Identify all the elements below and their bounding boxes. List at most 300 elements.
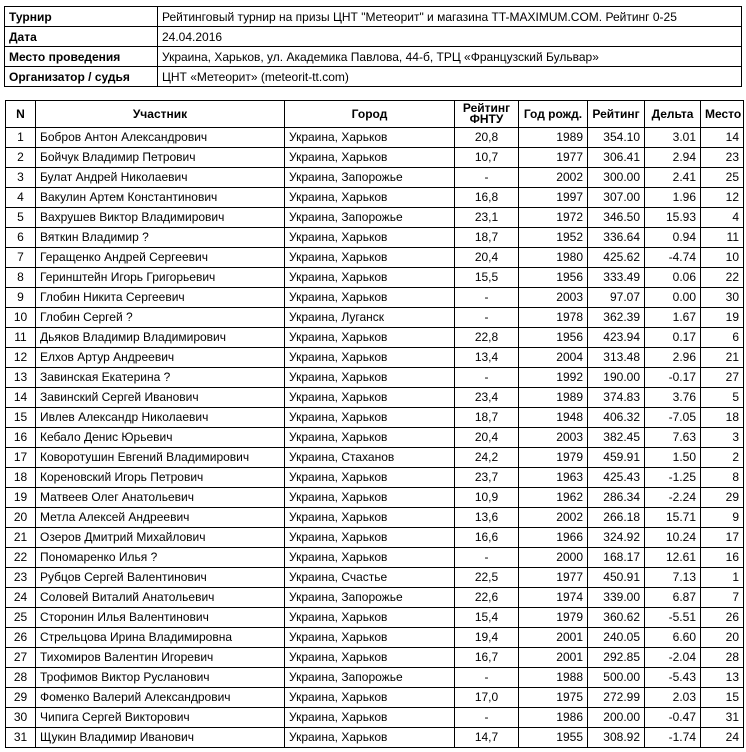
cell-place: 29 xyxy=(701,488,744,508)
cell-city: Украина, Харьков xyxy=(285,328,455,348)
cell-delta: -2.24 xyxy=(645,488,701,508)
cell-birth-year: 1989 xyxy=(519,128,588,148)
cell-birth-year: 1978 xyxy=(519,308,588,328)
cell-fntu-rating: 18,7 xyxy=(455,408,519,428)
cell-fntu-rating: 24,2 xyxy=(455,448,519,468)
cell-fntu-rating: 13,6 xyxy=(455,508,519,528)
info-value: ЦНТ «Метеорит» (meteorit-tt.com) xyxy=(158,67,742,87)
info-row xyxy=(5,27,742,47)
cell-participant: Коворотушин Евгений Владимирович xyxy=(36,448,285,468)
cell-rating: 272.99 xyxy=(588,688,645,708)
cell-fntu-rating: 10,7 xyxy=(455,148,519,168)
cell-place: 14 xyxy=(701,128,744,148)
cell-delta: 10.24 xyxy=(645,528,701,548)
cell-participant: Геращенко Андрей Сергеевич xyxy=(36,248,285,268)
cell-city: Украина, Харьков xyxy=(285,188,455,208)
cell-participant: Озеров Дмитрий Михайлович xyxy=(36,528,285,548)
cell-city: Украина, Харьков xyxy=(285,708,455,728)
cell-fntu-rating: - xyxy=(455,288,519,308)
cell-place: 30 xyxy=(701,288,744,308)
cell-birth-year: 1979 xyxy=(519,608,588,628)
cell-delta: 0.17 xyxy=(645,328,701,348)
cell-delta: 0.00 xyxy=(645,288,701,308)
cell-rating: 354.10 xyxy=(588,128,645,148)
table-row xyxy=(6,208,744,228)
cell-n: 28 xyxy=(6,668,36,688)
cell-delta: 7.63 xyxy=(645,428,701,448)
cell-fntu-rating: 16,8 xyxy=(455,188,519,208)
cell-participant: Глобин Никита Сергеевич xyxy=(36,288,285,308)
info-label: Место проведения xyxy=(5,47,158,67)
cell-city: Украина, Стаханов xyxy=(285,448,455,468)
table-row xyxy=(6,488,744,508)
cell-city: Украина, Харьков xyxy=(285,348,455,368)
cell-delta: -0.17 xyxy=(645,368,701,388)
cell-birth-year: 2003 xyxy=(519,288,588,308)
info-row xyxy=(5,7,742,27)
cell-birth-year: 1992 xyxy=(519,368,588,388)
cell-rating: 300.00 xyxy=(588,168,645,188)
cell-city: Украина, Харьков xyxy=(285,128,455,148)
table-row xyxy=(6,228,744,248)
cell-fntu-rating: 15,4 xyxy=(455,608,519,628)
cell-delta: 3.01 xyxy=(645,128,701,148)
cell-rating: 459.91 xyxy=(588,448,645,468)
cell-city: Украина, Харьков xyxy=(285,728,455,748)
cell-participant: Дьяков Владимир Владимирович xyxy=(36,328,285,348)
cell-fntu-rating: 16,7 xyxy=(455,648,519,668)
cell-n: 1 xyxy=(6,128,36,148)
cell-place: 18 xyxy=(701,408,744,428)
table-row xyxy=(6,268,744,288)
cell-city: Украина, Харьков xyxy=(285,528,455,548)
cell-birth-year: 1989 xyxy=(519,388,588,408)
cell-place: 9 xyxy=(701,508,744,528)
cell-rating: 333.49 xyxy=(588,268,645,288)
cell-city: Украина, Харьков xyxy=(285,648,455,668)
cell-participant: Сторонин Илья Валентинович xyxy=(36,608,285,628)
cell-fntu-rating: 20,4 xyxy=(455,248,519,268)
cell-place: 21 xyxy=(701,348,744,368)
info-value: 24.04.2016 xyxy=(158,27,742,47)
cell-city: Украина, Счастье xyxy=(285,568,455,588)
cell-delta: -5.51 xyxy=(645,608,701,628)
cell-city: Украина, Харьков xyxy=(285,288,455,308)
table-row xyxy=(6,668,744,688)
header-row xyxy=(6,101,744,128)
cell-delta: 0.94 xyxy=(645,228,701,248)
cell-birth-year: 1955 xyxy=(519,728,588,748)
cell-delta: -7.05 xyxy=(645,408,701,428)
table-row xyxy=(6,528,744,548)
cell-n: 16 xyxy=(6,428,36,448)
cell-rating: 382.45 xyxy=(588,428,645,448)
cell-birth-year: 1956 xyxy=(519,328,588,348)
cell-delta: -1.74 xyxy=(645,728,701,748)
cell-place: 27 xyxy=(701,368,744,388)
cell-city: Украина, Запорожье xyxy=(285,668,455,688)
cell-fntu-rating: 20,4 xyxy=(455,428,519,448)
cell-participant: Фоменко Валерий Александрович xyxy=(36,688,285,708)
info-label: Организатор / судья xyxy=(5,67,158,87)
cell-rating: 425.62 xyxy=(588,248,645,268)
cell-rating: 423.94 xyxy=(588,328,645,348)
col-header-name: Участник xyxy=(36,101,285,128)
cell-participant: Пономаренко Илья ? xyxy=(36,548,285,568)
cell-rating: 346.50 xyxy=(588,208,645,228)
cell-birth-year: 2004 xyxy=(519,348,588,368)
cell-rating: 97.07 xyxy=(588,288,645,308)
cell-city: Украина, Харьков xyxy=(285,608,455,628)
cell-city: Украина, Харьков xyxy=(285,428,455,448)
cell-n: 19 xyxy=(6,488,36,508)
col-header-n: N xyxy=(6,101,36,128)
cell-fntu-rating: 10,9 xyxy=(455,488,519,508)
table-row xyxy=(6,508,744,528)
cell-birth-year: 1974 xyxy=(519,588,588,608)
cell-birth-year: 1977 xyxy=(519,568,588,588)
cell-rating: 339.00 xyxy=(588,588,645,608)
col-header-city: Город xyxy=(285,101,455,128)
cell-n: 7 xyxy=(6,248,36,268)
cell-city: Украина, Харьков xyxy=(285,368,455,388)
cell-rating: 374.83 xyxy=(588,388,645,408)
cell-n: 21 xyxy=(6,528,36,548)
cell-birth-year: 1956 xyxy=(519,268,588,288)
table-row xyxy=(6,148,744,168)
cell-place: 23 xyxy=(701,148,744,168)
table-row xyxy=(6,548,744,568)
cell-birth-year: 1977 xyxy=(519,148,588,168)
cell-place: 8 xyxy=(701,468,744,488)
cell-fntu-rating: - xyxy=(455,668,519,688)
cell-place: 11 xyxy=(701,228,744,248)
cell-fntu-rating: 13,4 xyxy=(455,348,519,368)
cell-fntu-rating: 23,1 xyxy=(455,208,519,228)
table-row xyxy=(6,408,744,428)
info-label: Турнир xyxy=(5,7,158,27)
cell-n: 20 xyxy=(6,508,36,528)
cell-rating: 308.92 xyxy=(588,728,645,748)
cell-fntu-rating: - xyxy=(455,708,519,728)
cell-participant: Геринштейн Игорь Григорьевич xyxy=(36,268,285,288)
cell-city: Украина, Луганск xyxy=(285,308,455,328)
cell-n: 25 xyxy=(6,608,36,628)
cell-delta: -2.04 xyxy=(645,648,701,668)
cell-rating: 336.64 xyxy=(588,228,645,248)
table-row xyxy=(6,628,744,648)
cell-fntu-rating: 23,7 xyxy=(455,468,519,488)
cell-delta: -5.43 xyxy=(645,668,701,688)
table-row xyxy=(6,468,744,488)
cell-fntu-rating: 16,6 xyxy=(455,528,519,548)
cell-city: Украина, Харьков xyxy=(285,408,455,428)
cell-place: 31 xyxy=(701,708,744,728)
info-value: Рейтинговый турнир на призы ЦНТ "Метеорит" и магазина TT-MAXIMUM.COM. Рейтинг 0-25 xyxy=(158,7,742,27)
cell-n: 2 xyxy=(6,148,36,168)
cell-participant: Чипига Сергей Викторович xyxy=(36,708,285,728)
cell-rating: 240.05 xyxy=(588,628,645,648)
cell-city: Украина, Харьков xyxy=(285,228,455,248)
table-row xyxy=(6,368,744,388)
cell-birth-year: 2001 xyxy=(519,628,588,648)
cell-participant: Кореновский Игорь Петрович xyxy=(36,468,285,488)
cell-place: 6 xyxy=(701,328,744,348)
cell-city: Украина, Запорожье xyxy=(285,588,455,608)
cell-birth-year: 1979 xyxy=(519,448,588,468)
cell-participant: Щукин Владимир Иванович xyxy=(36,728,285,748)
cell-participant: Соловей Виталий Анатольевич xyxy=(36,588,285,608)
cell-birth-year: 2000 xyxy=(519,548,588,568)
table-row xyxy=(6,708,744,728)
col-header-year: Год рожд. xyxy=(519,101,588,128)
cell-delta: 6.60 xyxy=(645,628,701,648)
cell-birth-year: 1997 xyxy=(519,188,588,208)
table-row xyxy=(6,688,744,708)
table-row xyxy=(6,328,744,348)
results-table xyxy=(5,100,744,748)
cell-place: 10 xyxy=(701,248,744,268)
cell-birth-year: 1988 xyxy=(519,668,588,688)
cell-city: Украина, Харьков xyxy=(285,628,455,648)
cell-n: 26 xyxy=(6,628,36,648)
cell-place: 7 xyxy=(701,588,744,608)
cell-fntu-rating: 15,5 xyxy=(455,268,519,288)
cell-n: 15 xyxy=(6,408,36,428)
cell-city: Украина, Харьков xyxy=(285,548,455,568)
cell-fntu-rating: 18,7 xyxy=(455,228,519,248)
cell-place: 5 xyxy=(701,388,744,408)
cell-n: 12 xyxy=(6,348,36,368)
cell-place: 28 xyxy=(701,648,744,668)
cell-n: 6 xyxy=(6,228,36,248)
cell-fntu-rating: 22,8 xyxy=(455,328,519,348)
cell-participant: Тихомиров Валентин Игоревич xyxy=(36,648,285,668)
cell-n: 31 xyxy=(6,728,36,748)
cell-n: 24 xyxy=(6,588,36,608)
cell-delta: 7.13 xyxy=(645,568,701,588)
cell-participant: Вакулин Артем Константинович xyxy=(36,188,285,208)
cell-n: 13 xyxy=(6,368,36,388)
table-row xyxy=(6,128,744,148)
cell-rating: 362.39 xyxy=(588,308,645,328)
cell-delta: -1.25 xyxy=(645,468,701,488)
cell-participant: Елхов Артур Андреевич xyxy=(36,348,285,368)
cell-n: 22 xyxy=(6,548,36,568)
cell-city: Украина, Харьков xyxy=(285,488,455,508)
table-row xyxy=(6,288,744,308)
col-header-delta: Дельта xyxy=(645,101,701,128)
cell-fntu-rating: 22,6 xyxy=(455,588,519,608)
cell-n: 17 xyxy=(6,448,36,468)
cell-n: 11 xyxy=(6,328,36,348)
cell-n: 30 xyxy=(6,708,36,728)
info-row xyxy=(5,67,742,87)
info-label: Дата xyxy=(5,27,158,47)
table-row xyxy=(6,588,744,608)
cell-rating: 500.00 xyxy=(588,668,645,688)
cell-n: 4 xyxy=(6,188,36,208)
cell-city: Украина, Харьков xyxy=(285,468,455,488)
cell-delta: 2.41 xyxy=(645,168,701,188)
cell-participant: Стрельцова Ирина Владимировна xyxy=(36,628,285,648)
cell-participant: Завинская Екатерина ? xyxy=(36,368,285,388)
table-row xyxy=(6,448,744,468)
cell-birth-year: 1963 xyxy=(519,468,588,488)
cell-n: 27 xyxy=(6,648,36,668)
table-row xyxy=(6,648,744,668)
cell-place: 17 xyxy=(701,528,744,548)
cell-participant: Бобров Антон Александрович xyxy=(36,128,285,148)
cell-n: 3 xyxy=(6,168,36,188)
cell-participant: Бойчук Владимир Петрович xyxy=(36,148,285,168)
cell-participant: Булат Андрей Николаевич xyxy=(36,168,285,188)
cell-rating: 168.17 xyxy=(588,548,645,568)
cell-city: Украина, Харьков xyxy=(285,248,455,268)
cell-delta: 1.50 xyxy=(645,448,701,468)
col-header-rating: Рейтинг xyxy=(588,101,645,128)
cell-participant: Метла Алексей Андреевич xyxy=(36,508,285,528)
cell-place: 1 xyxy=(701,568,744,588)
cell-fntu-rating: 14,7 xyxy=(455,728,519,748)
col-header-fntu-line2: ФНТУ xyxy=(469,112,504,126)
cell-rating: 286.34 xyxy=(588,488,645,508)
cell-city: Украина, Харьков xyxy=(285,688,455,708)
cell-delta: 15.71 xyxy=(645,508,701,528)
cell-delta: 12.61 xyxy=(645,548,701,568)
cell-participant: Вяткин Владимир ? xyxy=(36,228,285,248)
cell-rating: 450.91 xyxy=(588,568,645,588)
cell-birth-year: 1986 xyxy=(519,708,588,728)
cell-n: 10 xyxy=(6,308,36,328)
cell-participant: Вахрушев Виктор Владимирович xyxy=(36,208,285,228)
cell-delta: 0.06 xyxy=(645,268,701,288)
table-row xyxy=(6,388,744,408)
cell-delta: 2.96 xyxy=(645,348,701,368)
cell-place: 4 xyxy=(701,208,744,228)
cell-place: 15 xyxy=(701,688,744,708)
cell-birth-year: 1952 xyxy=(519,228,588,248)
cell-birth-year: 1980 xyxy=(519,248,588,268)
cell-fntu-rating: - xyxy=(455,168,519,188)
cell-birth-year: 1975 xyxy=(519,688,588,708)
table-row xyxy=(6,168,744,188)
cell-fntu-rating: - xyxy=(455,368,519,388)
cell-fntu-rating: 22,5 xyxy=(455,568,519,588)
tournament-info-table xyxy=(4,6,742,87)
cell-delta: 6.87 xyxy=(645,588,701,608)
cell-city: Украина, Запорожье xyxy=(285,168,455,188)
cell-place: 20 xyxy=(701,628,744,648)
info-value: Украина, Харьков, ул. Академика Павлова, 44-б, ТРЦ «Французский Бульвар» xyxy=(158,47,742,67)
cell-birth-year: 1948 xyxy=(519,408,588,428)
cell-rating: 306.41 xyxy=(588,148,645,168)
cell-rating: 313.48 xyxy=(588,348,645,368)
cell-rating: 292.85 xyxy=(588,648,645,668)
table-row xyxy=(6,608,744,628)
table-row xyxy=(6,348,744,368)
table-row xyxy=(6,308,744,328)
cell-fntu-rating: - xyxy=(455,308,519,328)
cell-place: 22 xyxy=(701,268,744,288)
table-row xyxy=(6,188,744,208)
cell-rating: 425.43 xyxy=(588,468,645,488)
cell-birth-year: 2003 xyxy=(519,428,588,448)
cell-n: 18 xyxy=(6,468,36,488)
cell-n: 29 xyxy=(6,688,36,708)
cell-participant: Завинский Сергей Иванович xyxy=(36,388,285,408)
cell-delta: 1.96 xyxy=(645,188,701,208)
cell-place: 3 xyxy=(701,428,744,448)
cell-fntu-rating: 23,4 xyxy=(455,388,519,408)
cell-participant: Кебало Денис Юрьевич xyxy=(36,428,285,448)
cell-birth-year: 1966 xyxy=(519,528,588,548)
cell-rating: 324.92 xyxy=(588,528,645,548)
cell-rating: 406.32 xyxy=(588,408,645,428)
cell-place: 12 xyxy=(701,188,744,208)
cell-participant: Ивлев Александр Николаевич xyxy=(36,408,285,428)
cell-delta: 3.76 xyxy=(645,388,701,408)
cell-rating: 266.18 xyxy=(588,508,645,528)
cell-delta: 2.94 xyxy=(645,148,701,168)
cell-rating: 190.00 xyxy=(588,368,645,388)
cell-n: 23 xyxy=(6,568,36,588)
cell-n: 8 xyxy=(6,268,36,288)
cell-delta: 2.03 xyxy=(645,688,701,708)
cell-city: Украина, Харьков xyxy=(285,268,455,288)
cell-delta: 1.67 xyxy=(645,308,701,328)
cell-participant: Глобин Сергей ? xyxy=(36,308,285,328)
cell-city: Украина, Харьков xyxy=(285,388,455,408)
cell-fntu-rating: 17,0 xyxy=(455,688,519,708)
cell-delta: -0.47 xyxy=(645,708,701,728)
col-header-place: Место xyxy=(701,101,744,128)
cell-place: 16 xyxy=(701,548,744,568)
cell-city: Украина, Запорожье xyxy=(285,208,455,228)
cell-fntu-rating: 19,4 xyxy=(455,628,519,648)
cell-place: 19 xyxy=(701,308,744,328)
cell-fntu-rating: 20,8 xyxy=(455,128,519,148)
cell-birth-year: 2002 xyxy=(519,168,588,188)
table-row xyxy=(6,728,744,748)
table-row xyxy=(6,568,744,588)
cell-participant: Матвеев Олег Анатольевич xyxy=(36,488,285,508)
cell-city: Украина, Харьков xyxy=(285,508,455,528)
cell-place: 2 xyxy=(701,448,744,468)
info-row xyxy=(5,47,742,67)
cell-birth-year: 1962 xyxy=(519,488,588,508)
table-row xyxy=(6,428,744,448)
cell-birth-year: 2002 xyxy=(519,508,588,528)
cell-rating: 307.00 xyxy=(588,188,645,208)
cell-place: 13 xyxy=(701,668,744,688)
cell-birth-year: 1972 xyxy=(519,208,588,228)
table-row xyxy=(6,248,744,268)
cell-place: 26 xyxy=(701,608,744,628)
cell-n: 9 xyxy=(6,288,36,308)
cell-n: 14 xyxy=(6,388,36,408)
cell-delta: 15.93 xyxy=(645,208,701,228)
cell-participant: Трофимов Виктор Русланович xyxy=(36,668,285,688)
cell-rating: 200.00 xyxy=(588,708,645,728)
cell-birth-year: 2001 xyxy=(519,648,588,668)
cell-fntu-rating: - xyxy=(455,548,519,568)
cell-delta: -4.74 xyxy=(645,248,701,268)
cell-place: 25 xyxy=(701,168,744,188)
cell-n: 5 xyxy=(6,208,36,228)
cell-rating: 360.62 xyxy=(588,608,645,628)
col-header-fntu-line1: Рейтинг xyxy=(462,101,511,115)
